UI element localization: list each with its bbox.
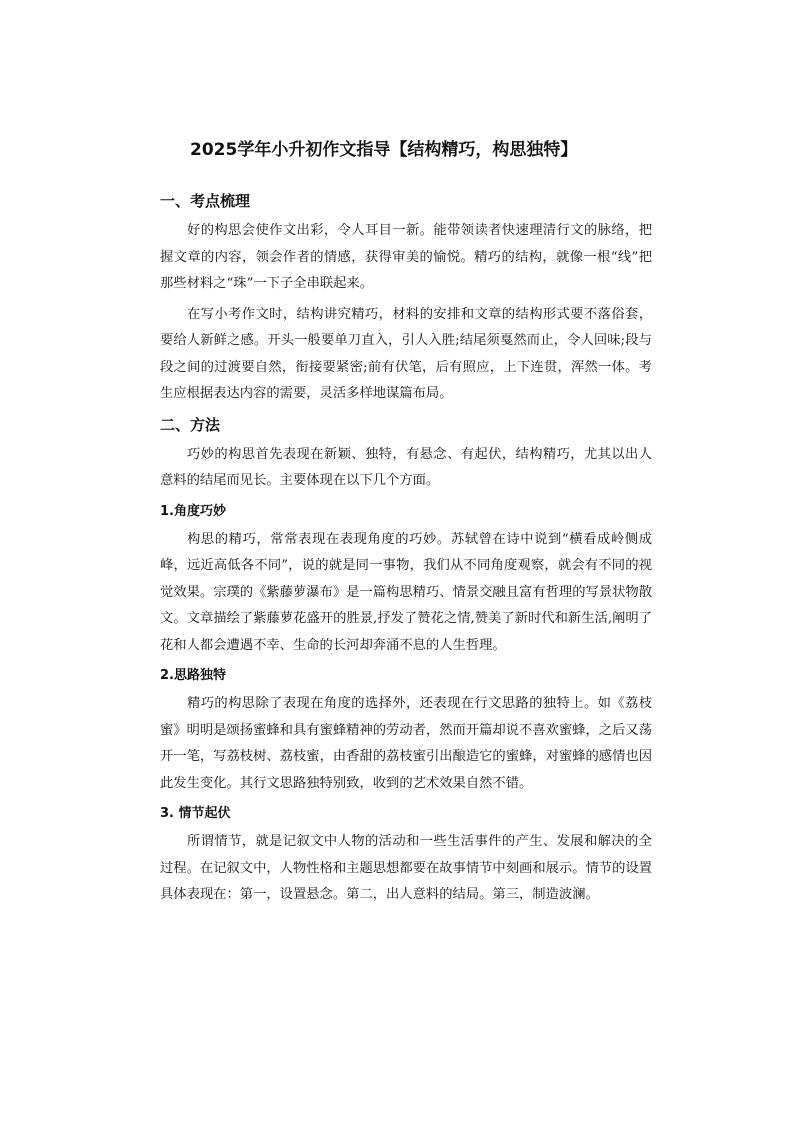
paragraph: 巧妙的构思首先表现在新颖、独特，有悬念、有起伏，结构精巧，尤其以出人意料的结尾而见长。主要体现在以下几个方面。 (160, 446, 652, 488)
subheading-angle: 1.角度巧妙 (160, 503, 226, 519)
subheading-train-of-thought: 2.思路独特 (160, 668, 226, 683)
paragraph: 所谓情节，就是记叙文中人物的活动和一些生活事件的产生、发展和解决的全过程。在记叙文中，人物性格和主题思想都要在故事情节中刻画和展示。情节的设置具体表现在：第一，设置悬念。第二，出人意料的结局。第三，制造波澜。 (160, 834, 652, 902)
page-title: 2025学年小升初作文指导【结构精巧，构思独特】 (190, 140, 578, 160)
section-heading-methods: 二、方法 (160, 415, 221, 434)
paragraph: 在写小考作文时，结构讲究精巧，材料的安排和文章的结构形式要不落俗套，要给人新鲜之感。开头一般要单刀直入，引人入胜;结尾须戛然而止，令人回味;段与段之间的过渡要自然，衔接要紧密;前有伏笔，后有照应，上下连贯，浑然一体。考生应根据表达内容的需要，灵活多样地谋篇布局。 (160, 306, 652, 401)
subheading-plot: 3. 情节起伏 (160, 806, 231, 821)
paragraph: 构思的精巧，常常表现在表现角度的巧妙。苏轼曾在诗中说到“横看成岭侧成峰，远近高低各不同”，说的就是同一事物，我们从不同角度观察，就会有不同的视觉效果。宗璞的《紫藤萝瀑布》是一篇构思精巧、情景交融且富有哲理的写景状物散文。文章描绘了紫藤萝花盛开的胜景,抒发了赞花之情,赞美了新时代和新生活,阐明了花和人都会遭遇不幸、生命的长河却奔涌不息的人生哲理。 (160, 531, 652, 653)
section-heading-exam-points: 一、考点梳理 (160, 192, 251, 210)
paragraph: 好的构思会使作文出彩，令人耳目一新。能带领读者快速理清行文的脉络，把握文章的内容，领会作者的情感，获得审美的愉悦。精巧的结构，就像一根“线”把那些材料之“珠”一下子全串联起来。 (160, 223, 652, 291)
paragraph: 精巧的构思除了表现在角度的选择外，还表现在行文思路的独特上。如《荔枝蜜》明明是颂扬蜜蜂和具有蜜蜂精神的劳动者，然而开篇却说不喜欢蜜蜂，之后又荡开一笔，写荔枝树、荔枝蜜，由香甜的荔枝蜜引出酿造它的蜜蜂，对蜜蜂的感情也因此发生变化。其行文思路独特别致，收到的艺术效果自然不错。 (160, 696, 652, 791)
